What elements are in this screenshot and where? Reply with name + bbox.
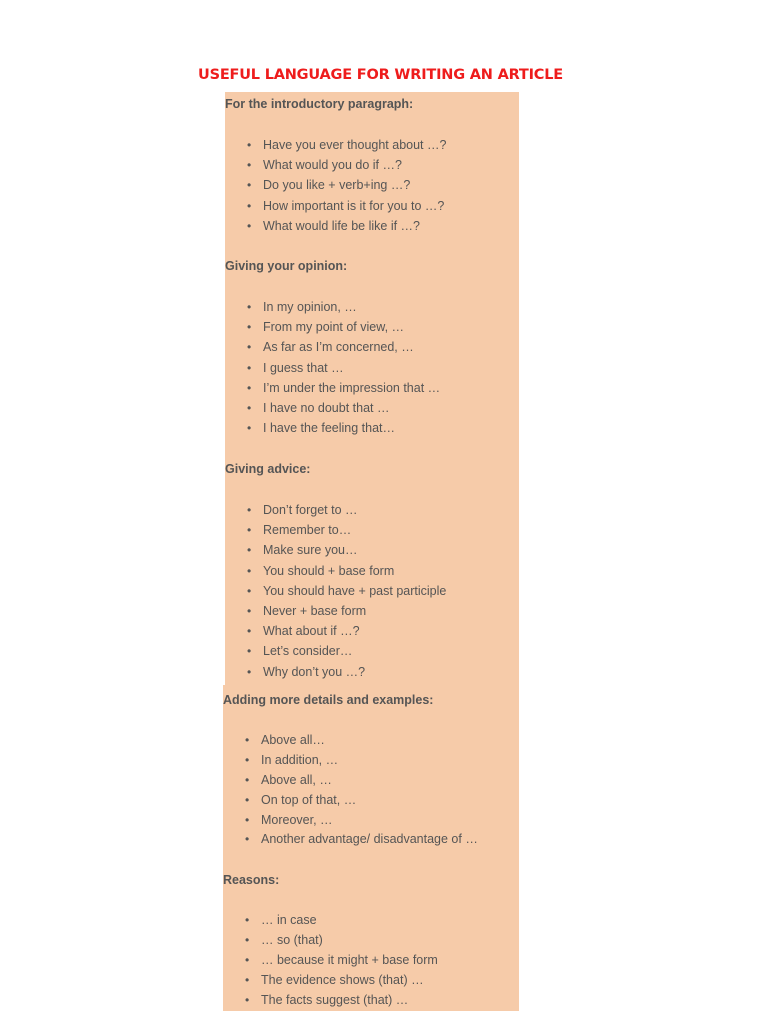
phrase-panel-bottom bbox=[223, 685, 519, 1011]
bullet: • bbox=[247, 380, 252, 395]
bullet: • bbox=[245, 772, 250, 787]
list-item bbox=[225, 155, 519, 175]
phrase: Never + base form bbox=[263, 603, 367, 618]
phrase: Another advantage/ disadvantage of … bbox=[261, 832, 478, 847]
list-item bbox=[225, 641, 519, 661]
document-title: USEFUL LANGUAGE FOR WRITING AN ARTICLE bbox=[198, 67, 563, 83]
phrase: In addition, … bbox=[261, 752, 339, 767]
phrase: Have you ever thought about …? bbox=[263, 138, 447, 152]
phrase: From my point of view, … bbox=[263, 320, 405, 335]
bullet: • bbox=[247, 603, 252, 618]
phrase: Remember to… bbox=[263, 523, 352, 538]
phrase: How important is it for you to …? bbox=[263, 198, 445, 213]
list-item bbox=[223, 751, 519, 771]
bullet: • bbox=[247, 340, 252, 355]
bullet: • bbox=[247, 583, 252, 598]
bullet: • bbox=[247, 421, 252, 436]
bullet: • bbox=[247, 138, 252, 152]
phrase: You should + base form bbox=[263, 563, 395, 578]
bullet: • bbox=[245, 913, 250, 927]
phrase: What about if …? bbox=[263, 624, 360, 639]
list-item bbox=[223, 951, 519, 971]
list-item bbox=[225, 196, 519, 216]
phrase-list bbox=[223, 731, 519, 850]
phrase: Don’t forget to … bbox=[263, 503, 358, 517]
list-item bbox=[225, 621, 519, 641]
bullet: • bbox=[247, 218, 252, 233]
section-introductory-paragraph bbox=[225, 94, 519, 233]
bullet: • bbox=[247, 178, 252, 193]
list-item bbox=[225, 561, 519, 581]
bullet: • bbox=[245, 752, 250, 767]
phrase: What would life be like if …? bbox=[263, 218, 421, 233]
phrase: Let’s consider… bbox=[263, 644, 353, 659]
list-item bbox=[225, 337, 519, 357]
bullet: • bbox=[245, 932, 250, 947]
phrase: On top of that, … bbox=[261, 792, 357, 807]
section-adding-details bbox=[223, 690, 519, 847]
list-item bbox=[223, 731, 519, 751]
bullet: • bbox=[245, 832, 250, 847]
bullet: • bbox=[247, 198, 252, 213]
list-item bbox=[225, 317, 519, 337]
list-item bbox=[225, 398, 519, 418]
list-item bbox=[225, 358, 519, 378]
phrase: I have no doubt that … bbox=[263, 400, 390, 415]
bullet: • bbox=[245, 792, 250, 807]
phrase: Why don’t you …? bbox=[263, 664, 366, 679]
bullet: • bbox=[247, 523, 252, 538]
bullet: • bbox=[245, 992, 250, 1007]
phrase-list bbox=[225, 297, 519, 438]
phrase: As far as I’m concerned, … bbox=[263, 340, 414, 355]
list-item bbox=[223, 811, 519, 831]
phrase: I’m under the impression that … bbox=[263, 380, 441, 395]
bullet: • bbox=[247, 624, 252, 639]
phrase: … so (that) bbox=[261, 932, 323, 947]
section-heading: For the introductory paragraph: bbox=[225, 97, 414, 111]
phrase: … in case bbox=[261, 913, 317, 927]
phrase: Make sure you… bbox=[263, 543, 358, 558]
list-item bbox=[225, 378, 519, 398]
list-item bbox=[225, 297, 519, 317]
list-item bbox=[223, 830, 519, 850]
bullet: • bbox=[247, 360, 252, 375]
list-item bbox=[225, 662, 519, 682]
phrase: Do you like + verb+ing …? bbox=[263, 178, 411, 193]
list-item bbox=[225, 500, 519, 520]
phrase: The facts suggest (that) … bbox=[261, 992, 409, 1007]
bullet: • bbox=[245, 972, 250, 987]
bullet: • bbox=[247, 158, 252, 173]
phrase: In my opinion, … bbox=[263, 300, 357, 314]
section-giving-advice bbox=[225, 459, 519, 679]
phrase: The evidence shows (that) … bbox=[261, 972, 424, 987]
section-heading: Giving your opinion: bbox=[225, 259, 348, 273]
list-item bbox=[225, 418, 519, 438]
phrase: Moreover, … bbox=[261, 812, 333, 827]
bullet: • bbox=[245, 812, 250, 827]
list-item bbox=[225, 581, 519, 601]
list-item bbox=[223, 971, 519, 991]
phrase-list bbox=[225, 500, 519, 682]
phrase: What would you do if …? bbox=[263, 158, 402, 173]
list-item bbox=[225, 601, 519, 621]
phrase: Above all, … bbox=[261, 772, 332, 787]
bullet: • bbox=[245, 733, 250, 747]
bullet: • bbox=[247, 543, 252, 558]
bullet: • bbox=[247, 503, 252, 517]
list-item bbox=[223, 911, 519, 931]
list-item bbox=[225, 175, 519, 195]
phrase-list bbox=[223, 911, 519, 1010]
list-item bbox=[223, 791, 519, 811]
bullet: • bbox=[247, 320, 252, 335]
section-giving-opinion bbox=[225, 256, 519, 436]
list-item bbox=[223, 771, 519, 791]
phrase-panel-top bbox=[225, 92, 519, 685]
bullet: • bbox=[247, 400, 252, 415]
list-item bbox=[225, 216, 519, 236]
section-heading: Adding more details and examples: bbox=[223, 693, 434, 707]
list-item bbox=[223, 991, 519, 1011]
phrase: I have the feeling that… bbox=[263, 421, 396, 436]
bullet: • bbox=[245, 952, 250, 967]
phrase: … because it might + base form bbox=[261, 952, 438, 967]
section-reasons bbox=[223, 870, 519, 1007]
bullet: • bbox=[247, 300, 252, 314]
list-item bbox=[225, 520, 519, 540]
section-heading: Giving advice: bbox=[225, 462, 311, 476]
section-heading: Reasons: bbox=[223, 873, 280, 887]
bullet: • bbox=[247, 563, 252, 578]
phrase-list bbox=[225, 135, 519, 236]
phrase: Above all… bbox=[261, 733, 325, 747]
bullet: • bbox=[247, 664, 252, 679]
bullet: • bbox=[247, 644, 252, 659]
list-item bbox=[223, 931, 519, 951]
phrase: You should have + past participle bbox=[263, 583, 447, 598]
list-item bbox=[225, 135, 519, 155]
phrase: I guess that … bbox=[263, 360, 344, 375]
list-item bbox=[225, 540, 519, 560]
